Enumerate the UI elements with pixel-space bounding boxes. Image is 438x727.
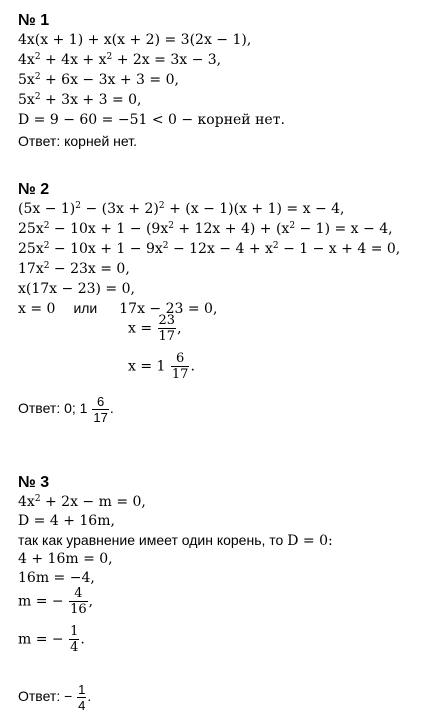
p2-line-1: $(5x - 1)^2 - (3x + 2)^2 + (x - 1)(x + 1) = x - 4$, <box>18 201 345 217</box>
p1-line-5: D = 9 − 60 = −51 < 0 − корней нет. <box>18 112 285 128</box>
answer-fraction-6-17: $\frac{6}{17}$ <box>93 394 108 425</box>
p2-line-7: x = $\frac{23}{17}$ , <box>128 313 182 344</box>
p1-line-4: $5x^2 + 3x + 3 = 0$, <box>18 92 142 108</box>
fraction-1-4: $\frac{1}{4}$ <box>70 624 79 655</box>
fraction-6-17: $\frac{6}{17}$ <box>171 351 189 382</box>
p2-line-5: x(17x − 23) = 0, <box>18 281 135 297</box>
p1-line-1: 4x(x + 1) + x(x + 2) = 3(2x − 1), <box>18 32 252 48</box>
p3-line-3: так как уравнение имеет один корень, то D = 0: <box>18 532 333 549</box>
problem-1-title: № 1 <box>18 12 50 29</box>
p1-answer: Ответ: корней нет. <box>18 133 137 149</box>
p2-line-8: x = 1 $\frac{6}{17}$ . <box>128 351 195 382</box>
p3-line-5: 16m = −4, <box>18 570 95 586</box>
fraction-23-17: $\frac{23}{17}$ <box>158 313 176 344</box>
p3-line-1: $4x^2 + 2x - m = 0$, <box>18 494 146 510</box>
p3-line-2: D = 4 + 16m, <box>18 513 115 529</box>
p2-line-3: $25x^2 - 10x + 1 - 9x^2 - 12x - 4 + x^2 - 1 - x + 4 = 0$, <box>18 241 401 257</box>
p1-line-2: $4x^2 + 4x + x^2 + 2x = 3x - 3$, <box>18 52 222 68</box>
p3-line-7: m = − $\frac{1}{4}$ . <box>18 624 85 655</box>
p2-line-4: $17x^2 - 23x = 0$, <box>18 261 130 277</box>
fraction-4-16: $\frac{4}{16}$ <box>70 586 87 617</box>
answer-fraction-1-4: $\frac{1}{4}$ <box>78 682 86 713</box>
p3-answer: Ответ: − $\frac{1}{4}$ . <box>18 682 92 713</box>
p2-line-6: x = 0 или 17x − 23 = 0, <box>18 300 218 317</box>
problem-3-title: № 3 <box>18 474 50 491</box>
p2-line-2: $25x^2 - 10x + 1 - (9x^2 + 12x + 4) + (x^2 - 1) = x - 4$, <box>18 221 393 237</box>
problem-2-title: № 2 <box>18 181 50 198</box>
p1-line-3: $5x^2 + 6x - 3x + 3 = 0$, <box>18 72 179 88</box>
p3-line-4: 4 + 16m = 0, <box>18 551 113 567</box>
p2-answer: Ответ: 0; 1 $\frac{6}{17}$ . <box>18 394 114 425</box>
p3-line-6: m = − $\frac{4}{16}$ , <box>18 586 94 617</box>
